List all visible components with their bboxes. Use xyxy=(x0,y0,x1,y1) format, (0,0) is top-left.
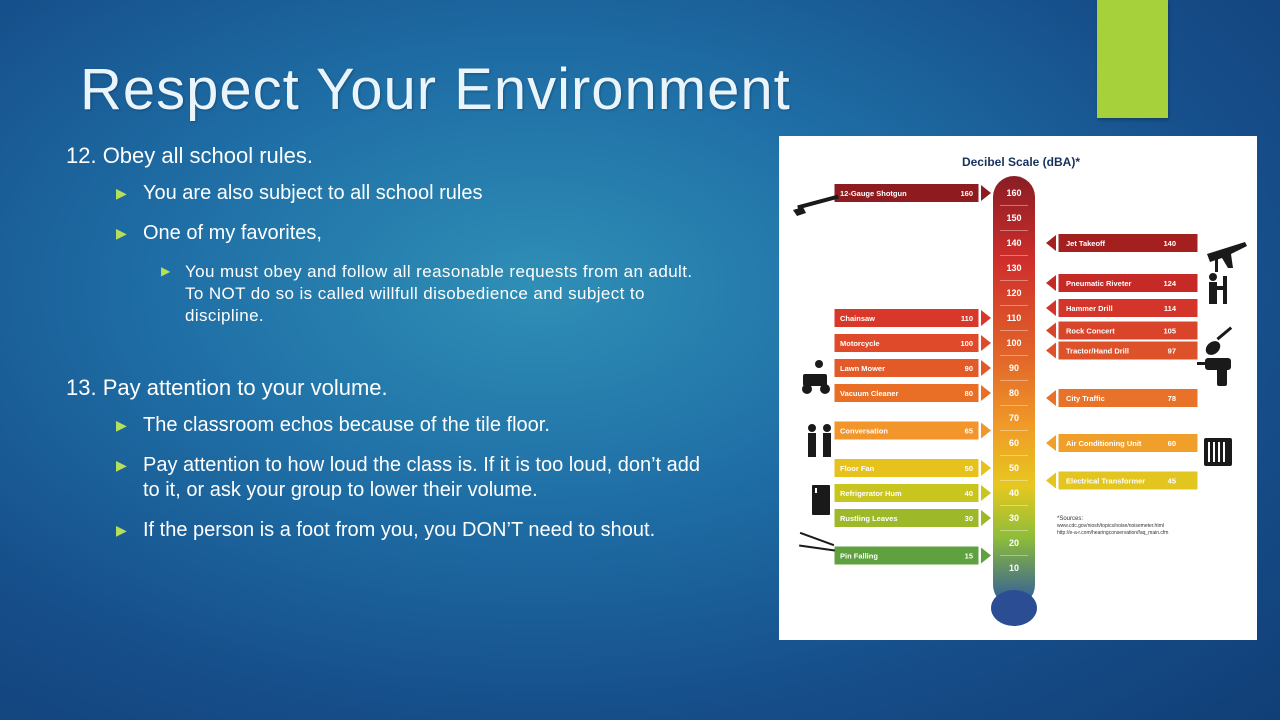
refrigerator-icon xyxy=(812,485,830,515)
chart-source-url: http://e-a-r.com/hearingconservation/faq_main.cfm xyxy=(1057,530,1169,536)
decibel-item-value: 60 xyxy=(1167,439,1176,448)
thermometer-bulb xyxy=(991,590,1037,626)
decibel-item-label: Pin Falling xyxy=(840,551,878,561)
bullet-text: If the person is a foot from you, you DON’T need to shout. xyxy=(143,519,656,541)
decibel-item xyxy=(834,309,991,328)
pointer-arrow xyxy=(981,548,991,564)
decibel-item-label: Motorcycle xyxy=(840,339,880,348)
scale-tick-label: 150 xyxy=(1006,213,1022,223)
pointer-arrow xyxy=(1046,235,1056,251)
decibel-item-value: 80 xyxy=(964,389,973,398)
bullet-text: One of my favorites, xyxy=(143,222,322,244)
pointer-arrow xyxy=(981,460,991,476)
pointer-arrow xyxy=(1046,435,1056,451)
pointer-arrow xyxy=(981,335,991,351)
decibel-item-label: Vacuum Cleaner xyxy=(840,389,899,398)
decibel-item-value: 78 xyxy=(1167,394,1176,403)
scale-tick-label: 120 xyxy=(1006,288,1022,298)
decibel-chart-panel xyxy=(779,136,1257,640)
pointer-arrow xyxy=(981,185,991,201)
decibel-item xyxy=(1046,389,1198,408)
bullet-shout xyxy=(66,518,716,543)
decibel-item xyxy=(1046,321,1198,340)
decibel-item-value: 110 xyxy=(960,314,973,323)
decibel-item-value: 65 xyxy=(964,426,973,436)
decibel-item-value: 124 xyxy=(1163,279,1176,288)
accent-bar xyxy=(1097,0,1168,118)
decibel-item-label: Air Conditioning Unit xyxy=(1066,439,1142,448)
section-heading-rules: 12. Obey all school rules. xyxy=(66,143,314,168)
decibel-item-value: 140 xyxy=(1163,239,1176,248)
decibel-item-label: Pneumatic Riveter xyxy=(1066,279,1132,288)
decibel-item-value: 97 xyxy=(1167,346,1176,356)
decibel-item-value: 50 xyxy=(964,464,973,473)
scale-tick-label: 160 xyxy=(1006,188,1022,198)
bullet-school-rules xyxy=(66,181,716,206)
decibel-item xyxy=(1046,434,1198,453)
bullet-arrow-icon: ▶ xyxy=(116,185,127,201)
bullet-loudness xyxy=(66,453,716,503)
decibel-item-label: Refrigerator Hum xyxy=(840,489,902,498)
decibel-item xyxy=(834,459,991,478)
scale-tick-label: 40 xyxy=(1008,488,1020,498)
bullet-arrow-icon: ▶ xyxy=(116,522,127,538)
sub-bullet-text: You must obey and follow all reasonable requests from an adult. To NOT do so is called willfull disobedience and subject to discipline. xyxy=(185,262,693,325)
bullet-favorites xyxy=(66,221,716,246)
decibel-item-label: Hammer Drill xyxy=(1066,304,1113,313)
scale-tick-label: 50 xyxy=(1008,463,1020,473)
decibel-scale-chart xyxy=(779,136,1257,640)
shotgun-icon xyxy=(793,195,839,216)
scale-tick-label: 80 xyxy=(1008,388,1020,398)
pointer-arrow xyxy=(981,385,991,401)
scale-tick-label: 90 xyxy=(1008,363,1020,373)
decibel-item-label: Conversation xyxy=(840,426,888,436)
pointer-arrow xyxy=(1046,323,1056,339)
decibel-item-label: City Traffic xyxy=(1066,394,1105,403)
bullet-echo xyxy=(66,413,716,438)
decibel-item xyxy=(1046,471,1198,490)
people-icon xyxy=(808,424,831,457)
decibel-item xyxy=(834,184,991,203)
bullet-arrow-icon: ▶ xyxy=(116,225,127,241)
decibel-item xyxy=(834,359,991,378)
pointer-arrow xyxy=(1046,275,1056,291)
pointer-arrow xyxy=(1046,390,1056,406)
bullet-arrow-icon: ▶ xyxy=(116,417,127,433)
decibel-item xyxy=(1046,341,1198,360)
decibel-item xyxy=(834,421,991,440)
sub-bullet-obey xyxy=(66,261,716,327)
slide-title: Respect Your Environment xyxy=(80,57,791,122)
bullet-text: Pay attention to how loud the class is. If it is too loud, don’t add to it, or ask your group to lower their volume. xyxy=(143,454,701,501)
pointer-arrow xyxy=(981,510,991,526)
decibel-item-value: 160 xyxy=(960,189,973,198)
decibel-item-label: Electrical Transformer xyxy=(1066,476,1146,486)
decibel-item xyxy=(1046,299,1198,318)
scale-tick-label: 130 xyxy=(1006,263,1022,273)
decibel-item xyxy=(834,509,991,528)
decibel-item xyxy=(834,334,991,353)
decibel-item-label: Rustling Leaves xyxy=(840,514,898,523)
decibel-item-value: 40 xyxy=(964,489,973,498)
pointer-arrow xyxy=(1046,300,1056,316)
decibel-item xyxy=(834,546,991,565)
decibel-item xyxy=(834,384,991,403)
pointer-arrow xyxy=(981,310,991,326)
decibel-item-label: Chainsaw xyxy=(840,314,876,323)
decibel-item-label: Floor Fan xyxy=(840,464,875,473)
decibel-item-value: 30 xyxy=(964,514,973,523)
riveter-icon xyxy=(1209,273,1227,304)
jet-icon xyxy=(1207,242,1247,272)
decibel-item-label: Jet Takeoff xyxy=(1066,239,1106,248)
scale-tick-label: 140 xyxy=(1006,238,1022,248)
slide-content xyxy=(66,143,716,558)
scale-tick-label: 100 xyxy=(1006,338,1022,348)
ac-unit-icon xyxy=(1204,438,1232,466)
decibel-item-label: 12-Gauge Shotgun xyxy=(840,189,907,198)
scale-tick-label: 70 xyxy=(1008,413,1020,423)
pointer-arrow xyxy=(1046,473,1056,489)
pointer-arrow xyxy=(981,485,991,501)
pointer-arrow xyxy=(981,360,991,376)
pin-icon xyxy=(799,532,835,552)
decibel-item-value: 15 xyxy=(964,551,973,561)
decibel-item-value: 105 xyxy=(1163,326,1176,336)
guitar-icon xyxy=(1203,326,1232,357)
scale-tick-label: 30 xyxy=(1008,513,1020,523)
decibel-item xyxy=(1046,234,1198,253)
lawn-mower-icon xyxy=(802,360,830,394)
decibel-item xyxy=(834,484,991,503)
section-heading-volume: 13. Pay attention to your volume. xyxy=(66,375,388,400)
bullet-text: You are also subject to all school rules xyxy=(143,182,483,204)
chart-title: Decibel Scale (dBA)* xyxy=(961,155,1081,169)
decibel-item xyxy=(1046,274,1198,293)
bullet-arrow-icon: ▶ xyxy=(116,457,127,473)
bullet-text: The classroom echos because of the tile floor. xyxy=(143,414,550,436)
chart-source-url: www.cdc.gov/niosh/topics/noise/noisemeter.html xyxy=(1057,523,1164,529)
decibel-item-label: Lawn Mower xyxy=(840,364,886,373)
decibel-item-value: 90 xyxy=(964,364,973,373)
scale-tick-label: 20 xyxy=(1008,538,1020,548)
scale-tick-label: 110 xyxy=(1006,313,1022,323)
scale-tick-label: 60 xyxy=(1008,438,1020,448)
decibel-item-label: Tractor/Hand Drill xyxy=(1066,346,1129,356)
drill-icon xyxy=(1197,358,1231,386)
bullet-arrow-icon: ▶ xyxy=(161,264,171,278)
decibel-item-value: 100 xyxy=(960,339,973,348)
chart-sources-label: *Sources: xyxy=(1057,516,1084,522)
decibel-item-value: 45 xyxy=(1167,476,1176,486)
decibel-item-value: 114 xyxy=(1163,304,1176,313)
pointer-arrow xyxy=(981,423,991,439)
pointer-arrow xyxy=(1046,343,1056,359)
decibel-item-label: Rock Concert xyxy=(1066,326,1115,336)
scale-tick-label: 10 xyxy=(1008,563,1020,573)
